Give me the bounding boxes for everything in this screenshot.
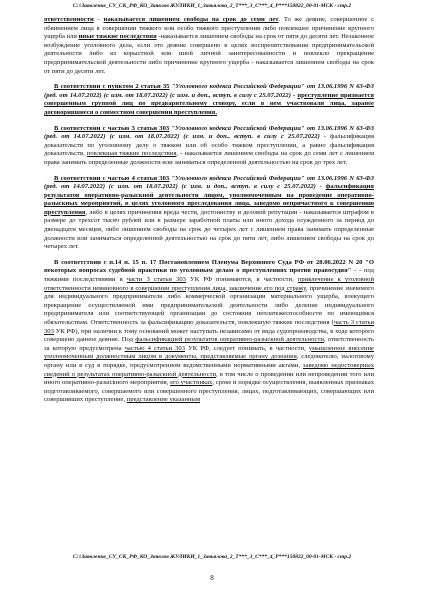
text-span: иные тяжкие последствия [78,33,157,41]
paragraph-article-35 [44,83,374,117]
text-span: часть 3 статьи 303 [44,319,375,335]
text-span: , следователю, налоговому органу или в суд в порядке, предусмотренном ведомственными нормативными актами, [44,353,374,369]
text-span: - [315,183,326,191]
text-span: В соответствии с пунктом 2 статьи 35 [54,83,170,91]
text-span: УК РФ, следует понимать, в частности, [185,344,309,352]
text-span: , в том числе о проведении или непроведении того или иного оперативно-разыскного мероприятия, [44,370,374,387]
text-span: - фальсификация доказательств по уголовному делу о тяжком или об особо тяжком преступлении, а равно фальсификация доказательств, [44,133,374,158]
paragraph-article-303-part-3 [44,125,374,168]
text-span: преступление признается совершенным группой лиц по предварительному сговору, если в нем участвовали лица, заранее договорившиеся о совместном совершении преступления. [44,91,374,116]
text-span: , [225,284,230,292]
paragraph-article-303-part-4 [44,175,374,252]
text-span: умышленное внесение уполномоченным должностным лицом в документы, представляемые органу дознания [44,344,374,361]
text-span: его участниках [170,379,213,387]
page-footer: C:\\Заявление_СУ_СК_РФ_КО_Заявлов ЖУЛИКИ_1_Завьялова_2_Т***_3_С***_4_Р***150822_00-01-МСК - стр.2 [72,554,352,560]
text-span: "Уголовного кодекса Российской Федерации" от 13.06.1996 N 63-ФЗ (ред. от 14.07.2022) (с изм. от 18.07.2022) (с изм. и доп., вступ. в силу с 25.07.2022) - [44,83,374,99]
document-body [44,16,374,412]
text-span: привлечение к уголовной ответственности невиновного в совершении преступления лица [44,276,375,292]
text-span: В соответствии с частью 3 статьи 303 [54,124,170,132]
text-span: , - наказывается лишением свободы на срок до семи лет с лишением права занимать определенные должности или заниматься определенной деятельностью на срок до трех лет. [44,150,374,166]
text-span: наказывается лишением свободы на срок до семи лет [103,16,279,23]
text-span: заведомо недостоверных сведений о результатах оперативно-разыскной деятельности [44,361,374,378]
text-span: повлекшая тяжкие последствия [86,150,177,158]
text-span: , сроке и порядке осуществления, выявленных признаках подготавливаемого, совершаемого или совершенного преступления, лицах, подготавливающих, совершающих или совершивших преступление, [44,379,374,404]
text-span: , причинение значимого для индивидуального предпринимателя либо коммерческой организации материального ущерба, влекущего прекращение осуществляемой ими предпринимательской деятельности либо деление индивидуального предпринимателя или соответствующей организации до состояния неплатежеспособности по имеющимся обязательствам. Ответственность за фальсификацию доказательств, повлекшую тяжкие последствия ( [44,284,375,326]
text-span: фальсификация результатов оперативно-разыскной деятельности лицом, уполномоченным на проведение оперативно-разыскных мероприятий, в целях уголовного преследования лица, заведомо непричастного к совершению преступления [44,183,374,216]
page-number: 8 [210,574,214,582]
text-span: частью 4 статьи 303 [124,344,186,352]
text-span: "Уголовного кодекса Российской Федерации" от 13.06.1996 N 63-ФЗ (ред. от 14.07.2022) (с изм. от 18.07.2022) (с изм. и доп., вступ. в силу с 25.07.2022) [44,174,374,191]
text-span: - [93,16,104,23]
text-span: части 3 статьи 303 [126,276,186,284]
text-span: , либо в целях причинения вреда чести, достоинству и деловой репутации - наказывается штрафом в размере до трехсот тысяч рублей или в размере заработной платы или иного дохода осужденного за период до двенадцати месяцев, либо лишением свободы на срок до четырех лет с лишением права занимать определенные должности или заниматься определенной деятельностью на срок до пяти лет, либо лишением свободы на срок до четырех лет. [44,208,374,251]
text-span: УК РФ понимаются, в частности, [185,276,298,284]
paragraph-article-299 [44,16,374,76]
text-span: В соответствии с частью 4 статьи 303 [54,174,170,182]
text-span: представление указанным [126,396,200,404]
text-span: фальсификацией результатов оперативно-разыскной деятельности [135,336,324,344]
text-span: В соответствии с п.14 п. 15 п. 17 Постановлением Пленума Верховного Суда РФ от 28.06.2022 N 20 "О некоторых вопросах судебной практики по уголовным делам о преступлениях против правосудия" [44,258,374,275]
text-span: ответственности [44,16,94,23]
text-span: заключение его под стражу [229,284,306,292]
text-span: . То же деяние, совершенное с обвинением лица в совершении тяжкого или особо тяжкого преступления либо повлекшее причинение крупного ущерба или [44,16,374,41]
text-span: - - под тяжкими последствиями в [44,267,375,284]
text-span: -наказывается лишением свободы на срок от пяти до десяти лет. Незаконное возбуждение уголовного дела, если это деяние совершено в целях воспрепятствования предпринимательской деятельности либо из корыстной или иной личной заинтересованности и повлекло прекращение предпринимательской деятельности либо причинение крупного ущерба - наказывается лишением свободы на срок от пяти до десяти лет. [44,33,374,75]
text-span: УК РФ), при наличии к тому оснований может наступать независимо от вида судопроизводства, в ходе которого совершено данное деяние. Под [44,327,374,344]
paragraph-plenum-resolution [44,259,374,405]
page-header: C:\\Заявление_СУ_СК_РФ_КО_Заявлов ЖУЛИКИ_1_Завьялова_2_Т***_3_С***_4_Р***150822_00-01-МСК - стр.2 [72,3,352,9]
text-span: "Уголовного кодекса Российской Федерации" от 13.06.1996 N 63-ФЗ (ред. от 14.07.2022) (с изм. от 18.07.2022) (с изм. и доп., вступ. в силу с 25.07.2022) [44,124,374,141]
text-span: , ответственность за которую предусмотрена [44,336,374,352]
